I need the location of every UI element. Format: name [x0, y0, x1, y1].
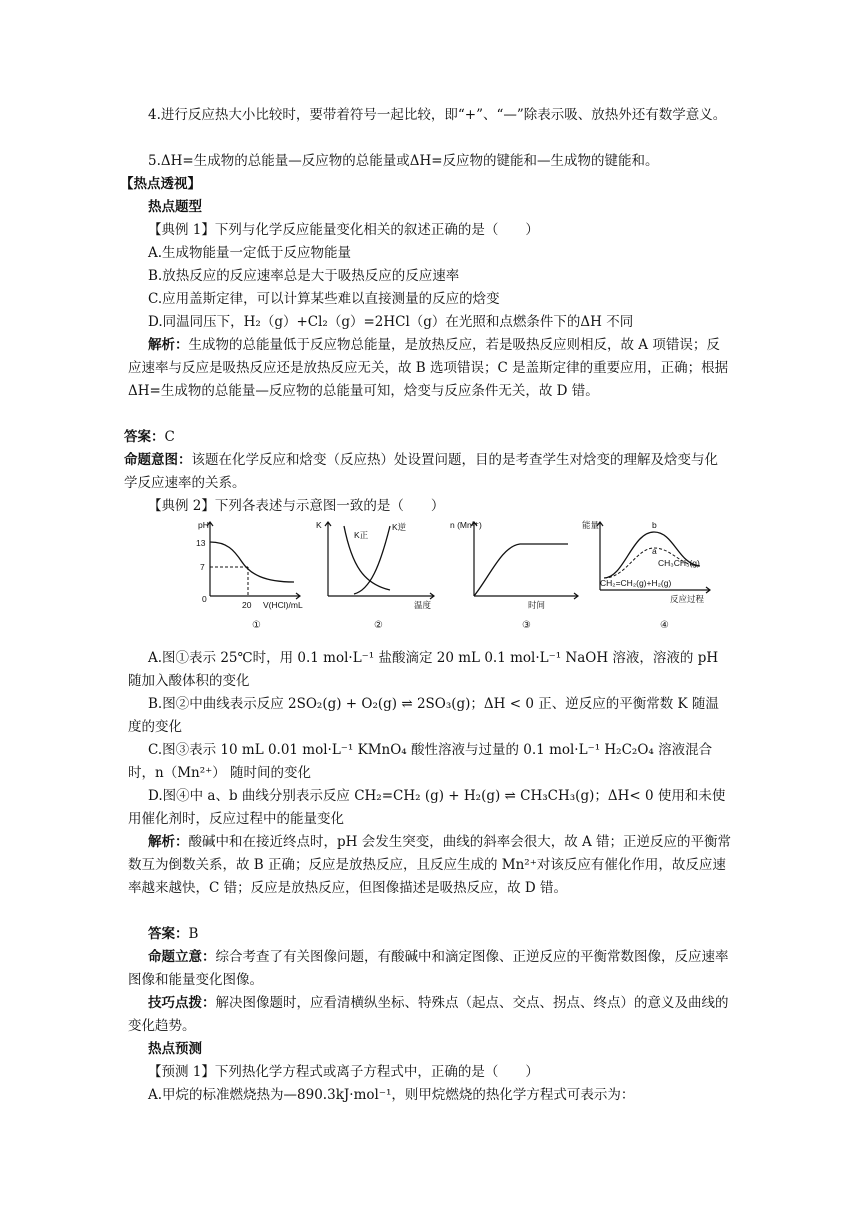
figure-4	[582, 516, 712, 636]
intent-label: 命题意图：	[124, 452, 192, 468]
figure-1	[172, 516, 302, 636]
figure-1-tick-20: 20	[242, 600, 252, 610]
analysis-text-2: 酸碱中和在接近终点时，pH 会发生突变，曲线的斜率会很大，故 A 错；正逆反应的平衡常数互为倒数关系，故 B 正确；反应是放热反应，且反应生成的 Mn²⁺对该反应有催化作用，故反应速率越来越快，C 错；反应是放热反应，但图像描述是吸热反应，故 D 错。	[128, 834, 732, 896]
example-1-option-a: A.生成物能量一定低于反应物能量	[148, 245, 352, 261]
figure-1-tick-13: 13	[196, 538, 206, 548]
intent-text-2: 综合考查了有关图像问题，有酸碱中和滴定图像、正逆反应的平衡常数图像，反应速率图像和能量变化图像。	[128, 949, 729, 988]
example-2-option-b: B.图②中曲线表示反应 2SO₂(g) + O₂(g) ⇌ 2SO₃(g)；ΔH < 0 正、逆反应的平衡常数 K 随温度的变化	[128, 696, 719, 735]
figure-2-k-zheng: K正	[354, 530, 369, 540]
analysis-text: 生成物的总能量低于反应物总能量，是放热反应，若是吸热反应则相反，故 A 项错误；反应速率与反应是吸热反应还是放热反应无关，故 B 选项错误；C 是盖斯定律的重要应用，正确；根据ΔH=生成物的总能量—反应物的总能量可知，焓变与反应条件无关，故 D 错。	[128, 337, 729, 399]
answer-value: C	[164, 429, 175, 445]
example-2-option-c: C.图③表示 10 mL 0.01 mol·L⁻¹ KMnO₄ 酸性溶液与过量的 0.1 mol·L⁻¹ H₂C₂O₄ 溶液混合时，n（Mn²⁺） 随时间的变化	[128, 742, 713, 781]
section-heading: 【热点透视】	[120, 176, 201, 192]
example-1-analysis	[128, 334, 732, 403]
example-2-tip	[128, 992, 732, 1038]
figure-4-ylabel: 能量	[582, 520, 600, 530]
figure-1-ylabel: pH	[198, 520, 209, 530]
figure-4-reactant: CH₂=CH₂(g)+H₂(g)	[600, 578, 672, 588]
tip-text: 解决图像题时，应看清横纵坐标、特殊点（起点、交点、拐点、终点）的意义及曲线的变化趋势。	[128, 995, 729, 1034]
example-1-option-d: D.同温同压下，H₂（g）+Cl₂（g）=2HCl（g）在光照和点燃条件下的ΔH 不同	[148, 314, 634, 330]
answer-label: 答案：	[124, 429, 165, 445]
subheading-hot-topics: 热点题型	[148, 199, 202, 215]
example-1-option-c: C.应用盖斯定律，可以计算某些难以直接测量的反应的焓变	[148, 291, 500, 307]
figure-4-label-b: b	[652, 520, 657, 530]
figure-panel	[172, 516, 712, 636]
figure-3-number: ③	[522, 620, 531, 631]
figure-2-number: ②	[374, 620, 383, 631]
figure-1-number: ①	[252, 620, 261, 631]
figure-1-tick-7: 7	[200, 562, 205, 572]
figure-3-xlabel: 时间	[528, 600, 546, 610]
tip-label: 技巧点拨：	[148, 995, 216, 1011]
figure-3	[450, 516, 580, 636]
figure-3-ylabel: n (Mn²⁺)	[450, 520, 482, 530]
point-4: 4.进行反应热大小比较时，要带着符号一起比较，即“+”、“—”除表示吸、放热外还有数学意义。	[148, 107, 727, 123]
figure-4-label-a: a	[652, 546, 657, 556]
subheading-predictions: 热点预测	[148, 1041, 202, 1057]
figure-2-ylabel: K	[316, 520, 322, 530]
figure-3-curve	[474, 544, 568, 596]
example-1-intent	[124, 449, 728, 495]
figure-2-k-ni: K逆	[392, 522, 407, 532]
example-2-option-d: D.图④中 a、b 曲线分别表示反应 CH₂=CH₂ (g) + H₂(g) ⇌ CH₃CH₃(g)；ΔH< 0 使用和未使用催化剂时，反应过程中的能量变化	[128, 788, 726, 827]
intent-text: 该题在化学反应和焓变（反应热）处设置问题，目的是考查学生对焓变的理解及焓变与化学反应速率的关系。	[124, 452, 718, 491]
point-5: 5.ΔH=生成物的总能量—反应物的总能量或ΔH=反应物的键能和—生成物的键能和。	[148, 153, 659, 169]
example-2-option-a: A.图①表示 25℃时，用 0.1 mol·L⁻¹ 盐酸滴定 20 mL 0.1 mol·L⁻¹ NaOH 溶液，溶液的 pH 随加入酸体积的变化	[128, 650, 719, 689]
example-1-question: 【典例 1】下列与化学反应能量变化相关的叙述正确的是（ ）	[148, 222, 539, 238]
answer-value-2: B	[188, 926, 199, 942]
prediction-1-option-a: A.甲烷的标准燃烧热为—890.3kJ·mol⁻¹，则甲烷燃烧的热化学方程式可表示为：	[148, 1087, 635, 1103]
figure-1-xlabel: V(HCl)/mL	[263, 600, 303, 610]
example-2-analysis	[128, 831, 732, 900]
example-2-intent	[128, 946, 732, 992]
figure-4-product: CH₃CH₃(g)	[658, 558, 700, 568]
example-1-answer	[124, 426, 728, 449]
analysis-label: 解析：	[148, 337, 189, 353]
figure-2	[314, 516, 444, 636]
answer-label-2: 答案：	[148, 926, 189, 942]
figure-2-xlabel: 温度	[414, 600, 432, 610]
figure-4-xlabel: 反应过程	[670, 594, 705, 604]
intent-label-2: 命题立意：	[148, 949, 216, 965]
analysis-label-2: 解析：	[148, 834, 189, 850]
figure-1-origin: 0	[202, 594, 207, 604]
example-2-answer	[128, 923, 732, 946]
figure-4-number: ④	[660, 620, 669, 631]
figure-1-curve	[210, 542, 294, 582]
example-1-option-b: B.放热反应的反应速率总是大于吸热反应的反应速率	[148, 268, 460, 284]
example-2-question: 【典例 2】下列各表述与示意图一致的是（ ）	[148, 498, 445, 514]
prediction-1-question: 【预测 1】下列热化学方程式或离子方程式中，正确的是（ ）	[148, 1064, 539, 1080]
